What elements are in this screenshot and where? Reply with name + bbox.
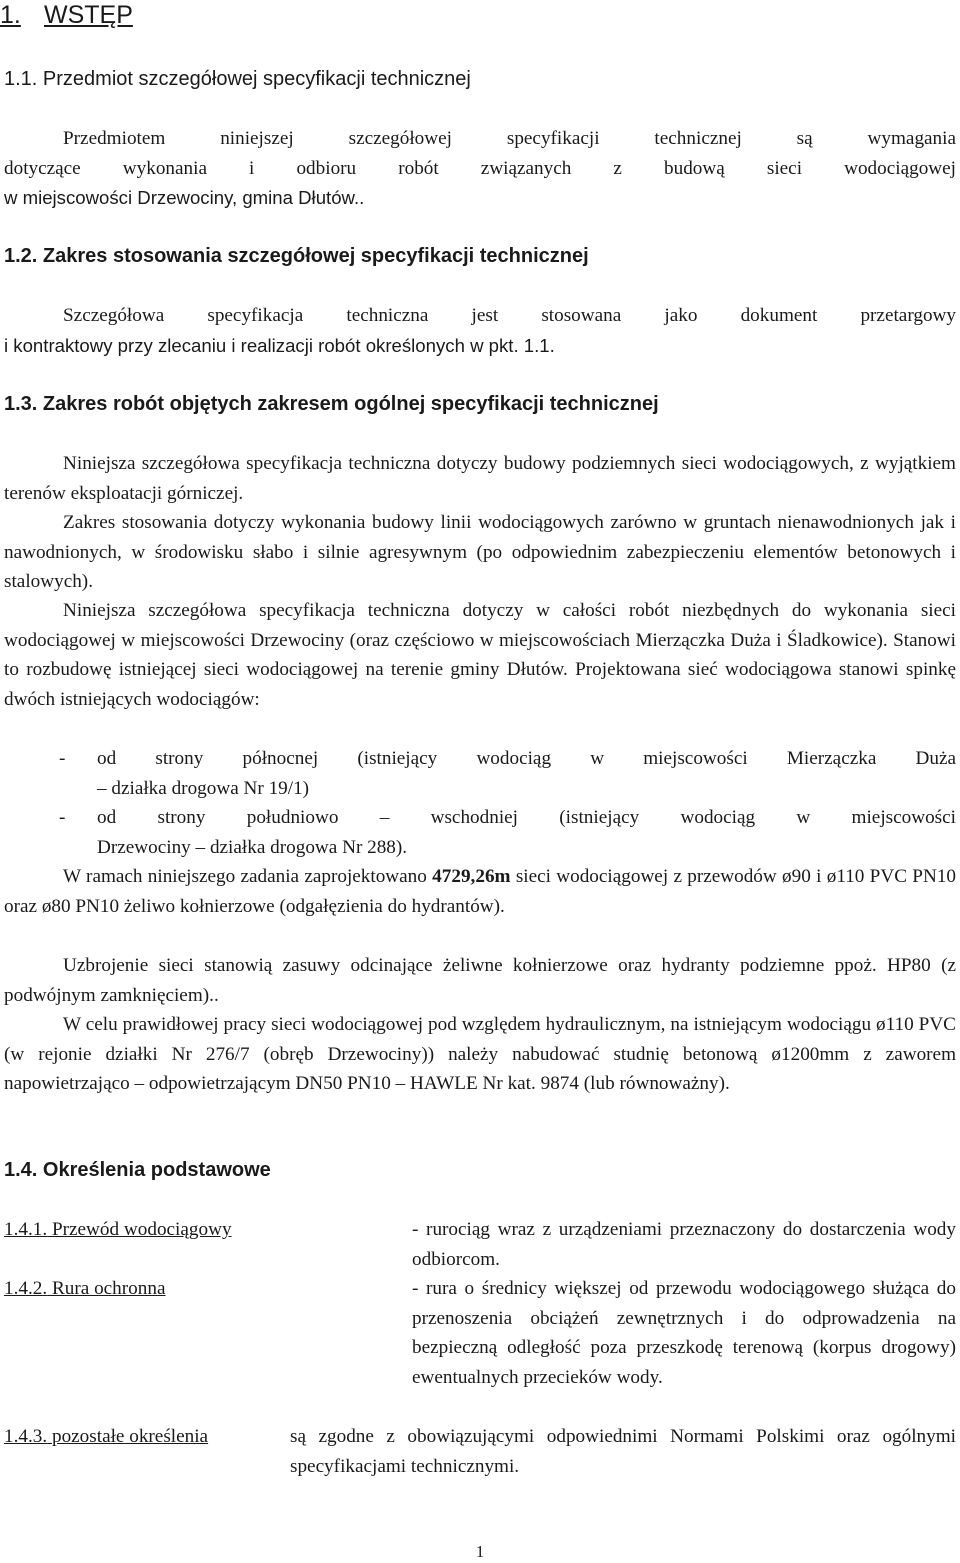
s13-bullet-1 [59,744,956,803]
page-number: 1 [475,1542,485,1561]
bullet-dash: - [59,807,66,828]
definition-1-4-2: - rura o średnicy większej od przewodu wodociągowego służąca do przenoszenia obciążeń zewnętrznych i do odprowadzenia na bezpieczną odległość poza przeszkodę terenową (korpus drogowy) ewentualnych przecieków wody. [412,1278,956,1388]
p4-before: W ramach niniejszego zadania zaprojektowano [63,866,427,887]
heading-1-2: 1.2. Zakres stosowania szczegółowej specyfikacji technicznej [4,245,589,267]
heading-number: 1. [0,1,21,29]
definition-1-4-1: - rurociąg wraz z urządzeniami przeznaczony do dostarczenia wody odbiorcom. [412,1219,956,1270]
term-name: Rura ochronna [51,1278,166,1299]
term-name: Przewód wodociągowy [51,1219,232,1240]
heading-title: WSTĘP [44,1,133,29]
bullet-line-1: od strony północnej (istniejący wodociąg w miejscowości Mierzączka Duża [97,748,956,769]
bullet-line-2: – działka drogowa Nr 19/1) [97,777,310,799]
s11-line-2: dotyczące wykonania i odbioru robót związanych z budową sieci wodociągowej [4,158,956,179]
term-1-4-1 [4,1215,232,1245]
term-number: 1.4.3. [4,1426,48,1447]
s13-paragraph-1: Niniejsza szczegółowa specyfikacja techniczna dotyczy budowy podziemnych sieci wodociągowych, z wyjątkiem terenów eksploatacji górniczej. [4,453,956,504]
heading-1-1: 1.1. Przedmiot szczegółowej specyfikacji technicznej [4,68,471,90]
bullet-dash: - [59,748,66,769]
s12-line-2: i kontraktowy przy zlecaniu i realizacji robót określonych w pkt. 1.1. [4,335,555,356]
s13-paragraph-5: Uzbrojenie sieci stanowią zasuwy odcinające żeliwne kołnierzowe oraz hydranty podziemne ppoż. HP80 (z podwójnym zamknięciem).. [4,955,956,1006]
heading-1-3: 1.3. Zakres robót objętych zakresem ogólnej specyfikacji technicznej [4,393,659,415]
s13-bullet-2 [59,803,956,862]
term-number: 1.4.1. [4,1219,48,1240]
s13-paragraph-6: W celu prawidłowej pracy sieci wodociągowej pod względem hydraulicznym, na istniejącym wodociągu ø110 PVC (w rejonie działki Nr 276/7 (obręb Drzewociny)) należy nabudować studnię betonową ø1200mm z zaworem napowietrzająco – odpowietrzającym DN50 PN10 – HAWLE Nr kat. 9874 (lub równoważny). [4,1014,956,1094]
s13-paragraph-4 [4,862,956,921]
p4-after: sieci wodociągowej z przewodów ø90 i ø110 PVC PN10 oraz ø80 PN10 żeliwo kołnierzowe (odgałęzienia do hydrantów). [4,866,957,917]
term-1-4-3 [4,1422,208,1452]
term-1-4-2 [4,1274,165,1304]
bullet-line-2: Drzewociny – działka drogowa Nr 288). [97,836,408,858]
term-name: pozostałe określenia [51,1426,209,1447]
s12-line-1: Szczegółowa specyfikacja techniczna jest stosowana jako dokument przetargowy [63,305,956,326]
s13-paragraph-3: Niniejsza szczegółowa specyfikacja techniczna dotyczy w całości robót niezbędnych do wykonania sieci wodociągowej w miejscowości Drzewociny (oraz częściowo w miejscowościach Mierzączka Duża i Śladkowice). Stanowi to rozbudowę istniejącej sieci wodociągowej na terenie gminy Dłutów. Projektowana sieć wodociągowa stanowi spinkę dwóch istniejących wodociągów: [4,600,956,710]
s13-paragraph-2: Zakres stosowania dotyczy wykonania budowy linii wodociągowych zarówno w gruntach nienawodnionych jak i nawodnionych, w środowisku słabo i silnie agresywnym (po odpowiednim zabezpieczeniu elementów betonowych i stalowych). [4,512,956,592]
p4-length-bold: 4729,26m [432,866,511,887]
bullet-line-1: od strony południowo – wschodniej (istniejący wodociąg w miejscowości [97,807,956,828]
s11-line-1: Przedmiotem niniejszej szczegółowej specyfikacji technicznej są wymagania [63,128,956,149]
term-number: 1.4.2. [4,1278,48,1299]
heading-1-4: 1.4. Określenia podstawowe [4,1159,271,1181]
definition-1-4-3: są zgodne z obowiązującymi odpowiednimi Normami Polskimi oraz ogólnymi specyfikacjami technicznymi. [290,1426,956,1477]
s11-line-3: w miejscowości Drzewociny, gmina Dłutów.. [4,187,365,208]
section-heading-1 [0,0,133,30]
